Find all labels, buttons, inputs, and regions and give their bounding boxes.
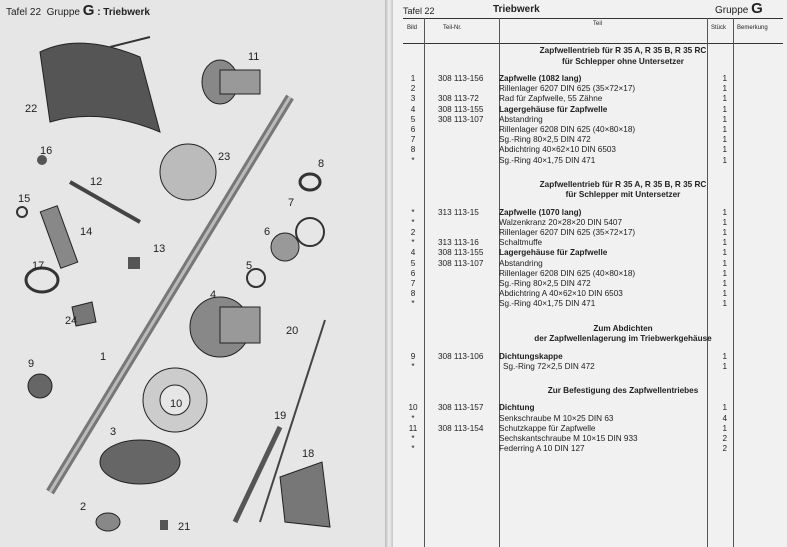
teil-cell: Lagergehäuse für Zapfwelle	[499, 104, 608, 114]
teilnr-cell: 308 113-72	[438, 94, 479, 104]
part-label: 6	[264, 226, 271, 238]
table-header	[403, 18, 783, 44]
bild-cell: *	[411, 361, 415, 371]
gruppe-letter: G	[751, 0, 763, 17]
teil-cell: Lagergehäuse für Zapfwelle	[499, 248, 608, 258]
bild-cell: 2	[410, 84, 416, 94]
stueck-cell: 1	[722, 351, 727, 361]
stueck-cell: 1	[722, 423, 727, 433]
table-row	[403, 289, 783, 299]
stueck-cell: 1	[722, 104, 727, 114]
table-row	[403, 424, 783, 434]
stueck-cell: 1	[722, 228, 727, 238]
table-row	[403, 208, 783, 218]
part-label: 20	[286, 325, 299, 337]
part-label: 13	[153, 243, 166, 255]
stueck-cell: 1	[722, 84, 727, 94]
table-row	[403, 299, 783, 309]
bild-cell: *	[411, 238, 415, 248]
stueck-cell: 1	[722, 299, 727, 309]
stueck-cell: 1	[722, 155, 727, 165]
table-row	[403, 238, 783, 248]
stueck-cell: 1	[722, 135, 727, 145]
teil-cell: Sg.-Ring 72×2,5 DIN 472	[503, 361, 595, 371]
teil-cell: Sg.-Ring 80×2,5 DIN 472	[499, 279, 591, 288]
teilnr-cell: 308 113-106	[438, 351, 484, 361]
stueck-cell: 1	[722, 361, 727, 371]
teilnr-cell: 308 113-154	[438, 423, 484, 433]
part-label: 22	[25, 103, 38, 115]
bild-cell: 7	[410, 279, 416, 288]
stueck-cell: 1	[722, 145, 727, 155]
teil-cell: Rillenlager 6207 DIN 625 (35×72×17)	[499, 228, 636, 238]
bild-cell: 4	[410, 248, 416, 258]
table-row	[403, 248, 783, 258]
teil-cell: Zapfwelle (1070 lang)	[499, 207, 582, 217]
table-row	[403, 156, 783, 166]
table-row	[403, 352, 783, 362]
table-row	[403, 434, 783, 444]
teil-cell: Schutzkappe für Zapfwelle	[499, 423, 596, 433]
table-row	[403, 135, 783, 145]
table-row	[403, 444, 783, 454]
part-label: 4	[210, 289, 217, 301]
teilnr-cell: 308 113-155	[438, 104, 484, 114]
bild-cell: *	[411, 413, 415, 423]
teilnr-cell: 308 113-107	[438, 114, 484, 124]
bild-cell: 4	[410, 104, 416, 114]
part-label: 11	[248, 51, 260, 63]
bild-cell: 10	[408, 403, 418, 413]
table-row	[403, 218, 783, 228]
left-page	[0, 0, 385, 547]
part-label: 21	[178, 521, 191, 533]
teil-cell: Dichtung	[499, 403, 535, 413]
part-label: 9	[28, 358, 35, 370]
stueck-cell: 1	[722, 258, 727, 268]
bild-cell: 5	[410, 258, 416, 268]
teil-cell: Rad für Zapfwelle, 55 Zähne	[499, 94, 603, 104]
tafel-label: Tafel 22	[6, 7, 42, 18]
stueck-cell: 1	[722, 403, 727, 413]
teilnr-cell: 313 113-15	[438, 207, 479, 217]
teil-cell: Zapfwelle (1082 lang)	[499, 74, 582, 83]
table-row	[403, 125, 783, 135]
table-row	[403, 228, 783, 238]
gruppe-letter: G	[82, 2, 95, 19]
stueck-cell: 1	[722, 279, 727, 288]
teilnr-cell: 313 113-16	[438, 238, 479, 248]
right-page-title: Triebwerk	[493, 4, 540, 15]
book-gutter	[385, 0, 393, 547]
col-stueck: Stück	[711, 25, 727, 31]
bild-cell: *	[411, 155, 415, 165]
section-title: Zur Befestigung des Zapfwellentriebes	[547, 385, 699, 395]
stueck-cell: 1	[722, 114, 727, 124]
left-page-title: : Triebwerk	[97, 7, 150, 18]
teil-cell: Rillenlager 6208 DIN 625 (40×80×18)	[499, 268, 636, 278]
bild-cell: 7	[410, 135, 416, 145]
teil-cell: Abstandring	[499, 114, 543, 124]
stueck-cell: 1	[722, 74, 727, 83]
stueck-cell: 1	[722, 94, 727, 104]
part-label: 10	[170, 398, 183, 410]
exploded-parts-drawing	[10, 22, 372, 542]
part-label: 3	[110, 426, 117, 438]
gruppe-label: Gruppe	[46, 7, 80, 18]
part-label: 8	[318, 158, 325, 170]
left-page-header	[6, 2, 150, 19]
col-bemerkung: Bemerkung	[737, 25, 768, 31]
col-bild: Bild	[407, 25, 418, 31]
col-teilnr: Teil-Nr.	[443, 25, 462, 31]
teilnr-cell: 308 113-156	[438, 74, 484, 83]
bild-cell: *	[411, 444, 415, 454]
section-subtitle: der Zapfwellenlagerung im Triebwerkgehäuse	[534, 334, 712, 344]
bild-cell: 2	[410, 228, 416, 238]
part-label: 17	[32, 260, 45, 272]
part-label: 15	[18, 193, 31, 205]
bild-cell: *	[411, 207, 415, 217]
bild-cell: *	[411, 299, 415, 309]
bild-cell: 8	[410, 145, 416, 155]
table-row	[403, 279, 783, 289]
stueck-cell: 1	[722, 207, 727, 217]
section-title: Zapfwellentrieb für R 35 A, R 35 B, R 35 RC	[539, 46, 707, 55]
stueck-cell: 1	[722, 289, 727, 299]
teil-cell: Schaltmuffe	[499, 238, 543, 248]
bild-cell: 8	[410, 289, 416, 299]
bild-cell: 6	[410, 124, 416, 134]
stueck-cell: 1	[722, 248, 727, 258]
section-subtitle: für Schlepper mit Untersetzer	[565, 190, 681, 200]
teilnr-cell: 308 113-107	[438, 258, 484, 268]
teil-cell: Senkschraube M 10×25 DIN 63	[499, 413, 614, 423]
teilnr-cell: 308 113-155	[438, 248, 484, 258]
table-row	[403, 94, 783, 104]
part-label: 1	[100, 351, 107, 363]
table-row	[403, 84, 783, 94]
teil-cell: Walzenkranz 20×28×20 DIN 5407	[499, 217, 623, 227]
part-label: 19	[274, 410, 287, 422]
teil-cell: Sg.-Ring 40×1,75 DIN 471	[499, 299, 596, 309]
col-teil: Teil	[593, 21, 603, 27]
stueck-cell: 1	[722, 124, 727, 134]
gruppe-label: Gruppe	[715, 5, 749, 16]
part-label: 16	[40, 145, 53, 157]
section-title: Zapfwellentrieb für R 35 A, R 35 B, R 35 RC	[539, 179, 707, 189]
bild-cell: 11	[408, 423, 418, 433]
table-row	[403, 74, 783, 84]
right-gruppe	[715, 0, 763, 17]
bild-cell: 3	[410, 94, 416, 104]
bild-cell: 9	[410, 351, 416, 361]
teil-cell: Rillenlager 6207 DIN 625 (35×72×17)	[499, 84, 636, 94]
teilnr-cell: 308 113-157	[438, 403, 484, 413]
section-title: Zum Abdichten	[593, 323, 653, 333]
teil-cell: Abdichtring A 40×62×10 DIN 6503	[499, 289, 623, 299]
right-page	[393, 0, 787, 547]
stueck-cell: 2	[722, 444, 727, 454]
table-row	[403, 115, 783, 125]
bild-cell: 1	[410, 74, 416, 83]
stueck-cell: 1	[722, 238, 727, 248]
stueck-cell: 1	[722, 268, 727, 278]
teil-cell: Federring A 10 DIN 127	[499, 444, 585, 454]
part-label: 18	[302, 448, 315, 460]
teil-cell: Sechskantschraube M 10×15 DIN 933	[499, 434, 638, 443]
table-row	[403, 269, 783, 279]
part-label: 12	[90, 176, 103, 188]
part-label: 7	[288, 197, 295, 209]
bild-cell: 6	[410, 268, 416, 278]
teil-cell: Abstandring	[499, 258, 543, 268]
teil-cell: Rillenlager 6208 DIN 625 (40×80×18)	[499, 124, 636, 134]
part-label: 24	[65, 315, 78, 327]
table-row	[403, 259, 783, 269]
part-label: 5	[246, 260, 253, 272]
right-tafel-label: Tafel 22	[403, 6, 435, 16]
stueck-cell: 4	[722, 413, 727, 423]
table-row	[403, 403, 783, 413]
table-row	[403, 145, 783, 155]
part-label: 23	[218, 151, 231, 163]
teil-cell: Abdichtring 40×62×10 DIN 6503	[499, 145, 616, 155]
table-row	[403, 105, 783, 115]
teil-cell: Dichtungskappe	[499, 351, 563, 361]
bild-cell: *	[411, 217, 415, 227]
parts-table	[403, 46, 783, 454]
teil-cell: Sg.-Ring 40×1,75 DIN 471	[499, 155, 596, 165]
bild-cell: 5	[410, 114, 416, 124]
bild-cell: *	[411, 434, 415, 443]
stueck-cell: 2	[722, 434, 727, 443]
part-label: 2	[80, 501, 87, 513]
part-label: 14	[80, 226, 93, 238]
stueck-cell: 1	[722, 217, 727, 227]
teil-cell: Sg.-Ring 80×2,5 DIN 472	[499, 135, 591, 145]
table-row	[403, 362, 783, 372]
section-subtitle: für Schlepper ohne Untersetzer	[562, 56, 684, 66]
table-row	[403, 414, 783, 424]
